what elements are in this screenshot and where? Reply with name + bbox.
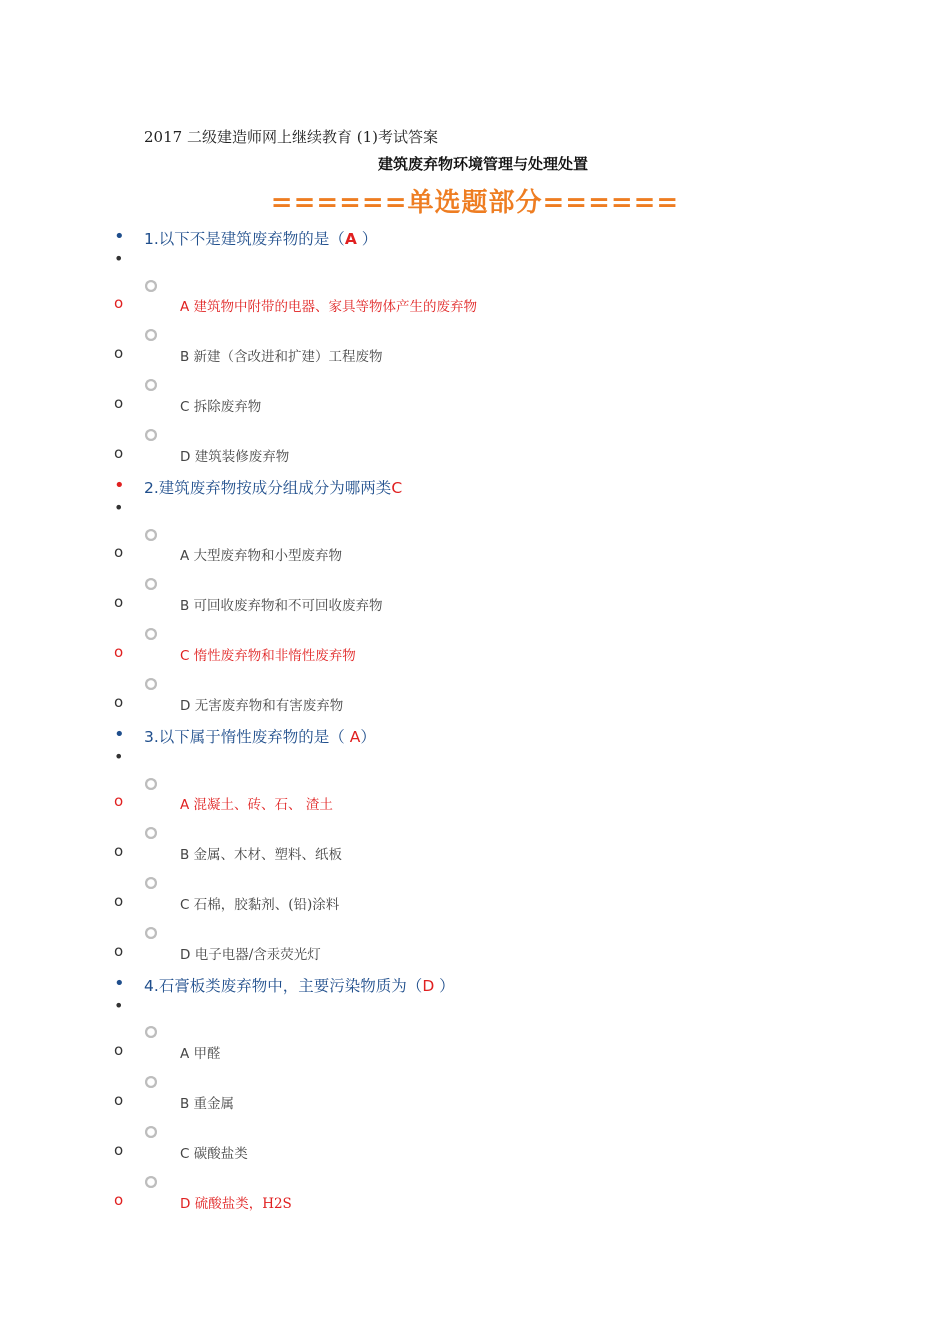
radio-button[interactable] bbox=[145, 827, 157, 839]
question-2-text bbox=[144, 476, 402, 498]
document-subtitle: 建筑废弃物环境管理与处理处置 bbox=[377, 155, 588, 173]
radio-button[interactable] bbox=[145, 529, 157, 541]
empty-bullet: • bbox=[114, 996, 124, 1015]
q2-option-a[interactable] bbox=[180, 544, 342, 564]
radio-button[interactable] bbox=[145, 628, 157, 640]
question-4-text bbox=[144, 974, 455, 996]
option-text: 无害废弃物和有害废弃物 bbox=[190, 698, 344, 714]
option-text: 重金属 bbox=[189, 1096, 235, 1112]
q1-option-c[interactable] bbox=[180, 395, 261, 415]
option-marker: o bbox=[114, 842, 124, 860]
q4-option-b[interactable] bbox=[180, 1092, 234, 1112]
option-marker: o bbox=[114, 294, 124, 312]
option-text: 惰性废弃物和非惰性废弃物 bbox=[189, 648, 356, 664]
option-marker: o bbox=[114, 543, 124, 561]
option-text: 大型废弃物和小型废弃物 bbox=[189, 548, 343, 564]
option-letter: A bbox=[180, 797, 190, 813]
question-number: 4. bbox=[144, 977, 159, 995]
option-letter: D bbox=[180, 1196, 191, 1212]
option-text: 石棉，胶黏剂、(铅)涂料 bbox=[189, 897, 340, 913]
option-marker: o bbox=[114, 444, 124, 462]
option-letter: A bbox=[180, 1046, 190, 1062]
option-letter: D bbox=[180, 947, 191, 963]
q1-option-b[interactable] bbox=[180, 345, 383, 365]
q1-option-a[interactable] bbox=[180, 295, 477, 315]
option-letter: C bbox=[180, 897, 190, 913]
option-letter: B bbox=[180, 349, 190, 365]
option-letter: C bbox=[180, 1146, 190, 1162]
document-title: 2017 二级建造师网上继续教育 (1)考试答案 bbox=[144, 128, 438, 146]
radio-button[interactable] bbox=[145, 1076, 157, 1088]
q1-option-d[interactable] bbox=[180, 445, 289, 465]
radio-button[interactable] bbox=[145, 1126, 157, 1138]
option-letter: D bbox=[180, 698, 191, 714]
q2-option-d[interactable] bbox=[180, 694, 343, 714]
question-3-text bbox=[144, 725, 376, 747]
q3-option-d[interactable] bbox=[180, 943, 321, 963]
question-suffix: ） bbox=[360, 728, 376, 746]
radio-button[interactable] bbox=[145, 280, 157, 292]
q2-option-b[interactable] bbox=[180, 594, 383, 614]
question-stem: 以下属于惰性废弃物的是（ bbox=[158, 728, 350, 746]
empty-bullet: • bbox=[114, 747, 124, 766]
option-text: 建筑装修废弃物 bbox=[190, 449, 290, 465]
option-text: 新建（含改进和扩建）工程废物 bbox=[189, 349, 383, 365]
option-marker: o bbox=[114, 892, 124, 910]
radio-button[interactable] bbox=[145, 778, 157, 790]
option-text: 碳酸盐类 bbox=[189, 1146, 248, 1162]
option-text: 金属、木材、塑料、纸板 bbox=[189, 847, 343, 863]
q2-option-c[interactable] bbox=[180, 644, 356, 664]
option-text: 混凝土、砖、石、 渣土 bbox=[189, 797, 333, 813]
option-text: 电子电器/含汞荧光灯 bbox=[190, 947, 321, 963]
q3-option-c[interactable] bbox=[180, 893, 339, 913]
question-number: 2. bbox=[144, 479, 159, 497]
option-marker: o bbox=[114, 1091, 124, 1109]
option-marker: o bbox=[114, 394, 124, 412]
question-answer: A bbox=[344, 230, 357, 248]
option-marker: o bbox=[114, 1191, 124, 1209]
question-number: 3. bbox=[144, 728, 159, 746]
empty-bullet: • bbox=[114, 498, 124, 517]
option-marker: o bbox=[114, 643, 124, 661]
radio-button[interactable] bbox=[145, 578, 157, 590]
radio-button[interactable] bbox=[145, 429, 157, 441]
option-text: 硫酸盐类，H2S bbox=[190, 1196, 292, 1212]
option-letter: B bbox=[180, 847, 190, 863]
q3-option-a[interactable] bbox=[180, 793, 333, 813]
question-answer: A bbox=[349, 728, 361, 746]
question-number: 1. bbox=[144, 230, 159, 248]
question-stem: 以下不是建筑废弃物的是（ bbox=[158, 230, 345, 248]
option-text: 可回收废弃物和不可回收废弃物 bbox=[189, 598, 383, 614]
option-marker: o bbox=[114, 693, 124, 711]
option-letter: A bbox=[180, 299, 190, 315]
option-text: 建筑物中附带的电器、家具等物体产生的废弃物 bbox=[189, 299, 478, 315]
question-suffix: ） bbox=[434, 977, 455, 995]
question-1-text bbox=[144, 227, 377, 249]
option-marker: o bbox=[114, 792, 124, 810]
question-answer: D bbox=[422, 977, 435, 995]
question-bullet: • bbox=[114, 973, 125, 994]
option-marker: o bbox=[114, 942, 124, 960]
option-letter: B bbox=[180, 598, 190, 614]
radio-button[interactable] bbox=[145, 379, 157, 391]
option-marker: o bbox=[114, 344, 124, 362]
question-stem: 建筑废弃物按成分组成分为哪两类 bbox=[158, 479, 392, 497]
option-letter: D bbox=[180, 449, 191, 465]
option-marker: o bbox=[114, 1141, 124, 1159]
option-letter: C bbox=[180, 399, 190, 415]
option-letter: B bbox=[180, 1096, 190, 1112]
option-letter: A bbox=[180, 548, 190, 564]
q4-option-d[interactable] bbox=[180, 1192, 292, 1212]
q4-option-a[interactable] bbox=[180, 1042, 221, 1062]
question-bullet: • bbox=[114, 724, 125, 745]
q4-option-c[interactable] bbox=[180, 1142, 248, 1162]
radio-button[interactable] bbox=[145, 1026, 157, 1038]
question-suffix: ） bbox=[356, 230, 378, 248]
question-answer: C bbox=[391, 479, 403, 497]
radio-button[interactable] bbox=[145, 1176, 157, 1188]
question-bullet: • bbox=[114, 475, 125, 496]
section-heading: ======单选题部分====== bbox=[270, 188, 680, 218]
option-marker: o bbox=[114, 593, 124, 611]
question-stem: 石膏板类废弃物中，主要污染物质为（ bbox=[158, 977, 423, 995]
radio-button[interactable] bbox=[145, 329, 157, 341]
radio-button[interactable] bbox=[145, 678, 157, 690]
question-bullet: • bbox=[114, 226, 125, 247]
empty-bullet: • bbox=[114, 249, 124, 268]
option-letter: C bbox=[180, 648, 190, 664]
option-marker: o bbox=[114, 1041, 124, 1059]
option-text: 拆除废弃物 bbox=[189, 399, 262, 415]
radio-button[interactable] bbox=[145, 877, 157, 889]
option-text: 甲醛 bbox=[189, 1046, 221, 1062]
radio-button[interactable] bbox=[145, 927, 157, 939]
q3-option-b[interactable] bbox=[180, 843, 342, 863]
